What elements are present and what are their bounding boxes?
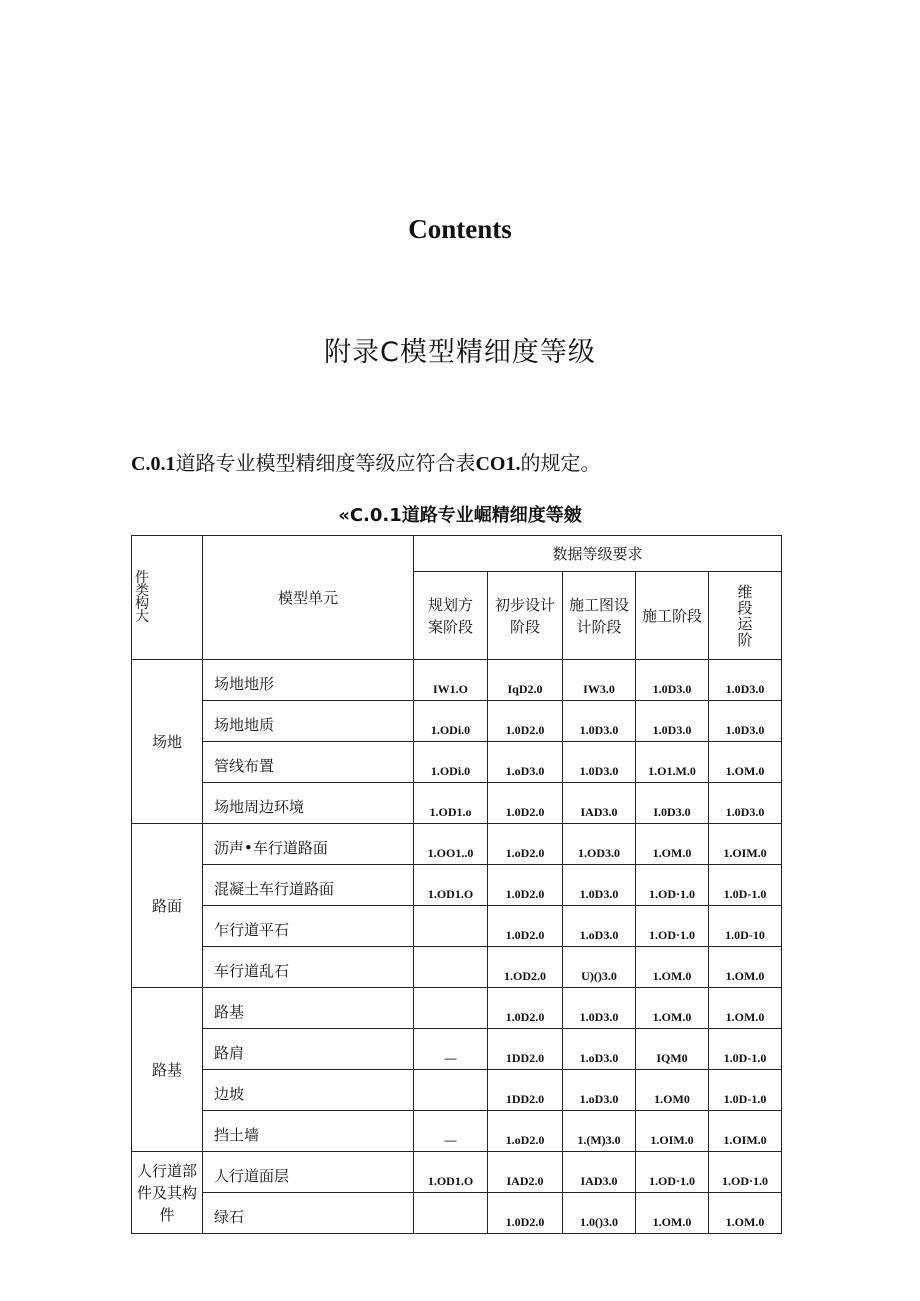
level-value-cell: IW1.O (414, 660, 488, 701)
table-row (132, 1070, 782, 1111)
table-row (132, 660, 782, 701)
level-value-cell: 1.oD2.0 (488, 1111, 563, 1152)
level-value-cell: IqD2.0 (488, 660, 563, 701)
lod-table (131, 535, 782, 1234)
level-value-cell: 1.ODi.0 (414, 742, 488, 783)
level-value-cell: 1.OM0 (636, 1070, 709, 1111)
header-data-level-group: 数据等级要求 (414, 536, 782, 572)
level-value-cell: 1.0D3.0 (709, 701, 782, 742)
level-value-cell: 1.0D3.0 (563, 742, 636, 783)
level-value-cell: 1.0D2.0 (488, 988, 563, 1029)
level-value-cell: 1.OD1.O (414, 1152, 488, 1193)
level-value-cell: — (414, 1029, 488, 1070)
level-value-cell: 1.OD·1.0 (636, 906, 709, 947)
model-unit-cell: 混凝土车行道路面 (203, 865, 414, 906)
level-value-cell: 1.OD·1.0 (636, 1152, 709, 1193)
level-value-cell: 1.oD3.0 (563, 1029, 636, 1070)
level-value-cell: 1.O1.M.0 (636, 742, 709, 783)
clause-text-a: 道路专业模型精细度等级应符合表 (175, 451, 476, 475)
level-value-cell: 1.OO1..0 (414, 824, 488, 865)
model-unit-cell: 场地地形 (203, 660, 414, 701)
level-value-cell: 1.0D3.0 (636, 701, 709, 742)
level-value-cell (414, 1070, 488, 1111)
level-value-cell: 1.oD3.0 (563, 1070, 636, 1111)
header-category: 件类构大 (132, 536, 203, 660)
model-unit-cell: 乍行道平石 (203, 906, 414, 947)
level-value-cell: 1.OM.0 (709, 742, 782, 783)
level-value-cell: 1.0D-10 (709, 906, 782, 947)
level-value-cell: 1.OIM.0 (709, 824, 782, 865)
model-unit-cell: 路肩 (203, 1029, 414, 1070)
header-stage-preliminary: 初步设计阶段 (488, 572, 563, 660)
level-value-cell (414, 988, 488, 1029)
level-value-cell: 1.OM.0 (709, 988, 782, 1029)
model-unit-cell: 沥声•车行道路面 (203, 824, 414, 865)
level-value-cell: 1.OM.0 (636, 988, 709, 1029)
level-value-cell: 1DD2.0 (488, 1070, 563, 1111)
level-value-cell: IAD3.0 (563, 1152, 636, 1193)
model-unit-cell: 人行道面层 (203, 1152, 414, 1193)
level-value-cell (414, 906, 488, 947)
table-row (132, 906, 782, 947)
level-value-cell: 1.0D2.0 (488, 1193, 563, 1234)
table-row (132, 824, 782, 865)
level-value-cell: 1.0D-1.0 (709, 1029, 782, 1070)
level-value-cell: 1.OD·1.0 (636, 865, 709, 906)
level-value-cell: 1.OM.0 (709, 947, 782, 988)
table-row (132, 865, 782, 906)
level-value-cell: 1.0D3.0 (563, 701, 636, 742)
level-value-cell: 1.OD3.0 (563, 824, 636, 865)
level-value-cell: 1.OM.0 (636, 947, 709, 988)
level-value-cell: IW3.0 (563, 660, 636, 701)
table-row (132, 783, 782, 824)
header-stage-construction: 施工阶段 (636, 572, 709, 660)
level-value-cell: IAD2.0 (488, 1152, 563, 1193)
level-value-cell (414, 947, 488, 988)
table-row (132, 701, 782, 742)
header-stage-construction-drawing: 施工图设计阶段 (563, 572, 636, 660)
level-value-cell: 1.OM.0 (636, 1193, 709, 1234)
row-category: 路面 (132, 824, 203, 988)
contents-heading: Contents (408, 214, 512, 244)
table-row (132, 1152, 782, 1193)
level-value-cell: 1.0D2.0 (488, 701, 563, 742)
appendix-title: 附录C模型精细度等级 (324, 337, 596, 368)
level-value-cell: 1DD2.0 (488, 1029, 563, 1070)
table-row (132, 1111, 782, 1152)
row-category: 人行道部件及其构件 (132, 1152, 203, 1234)
table-row (132, 1193, 782, 1234)
level-value-cell: 1.0D3.0 (563, 865, 636, 906)
model-unit-cell: 绿石 (203, 1193, 414, 1234)
level-value-cell: IAD3.0 (563, 783, 636, 824)
level-value-cell: 1.0D2.0 (488, 906, 563, 947)
model-unit-cell: 场地地质 (203, 701, 414, 742)
level-value-cell: 1.oD2.0 (488, 824, 563, 865)
level-value-cell: — (414, 1111, 488, 1152)
level-value-cell: 1.oD3.0 (488, 742, 563, 783)
model-unit-cell: 路基 (203, 988, 414, 1029)
row-category: 场地 (132, 660, 203, 824)
level-value-cell: 1.0D3.0 (563, 988, 636, 1029)
level-value-cell: 1.0D-1.0 (709, 865, 782, 906)
model-unit-cell: 管线布置 (203, 742, 414, 783)
level-value-cell (414, 1193, 488, 1234)
level-value-cell: 1.OM.0 (709, 1193, 782, 1234)
clause-text-b: 的规定。 (520, 451, 601, 475)
level-value-cell: 1.OD·1.0 (709, 1152, 782, 1193)
clause-text (131, 447, 831, 476)
header-stage-operation: 维段运阶 (709, 572, 782, 660)
level-value-cell: 1.0D3.0 (709, 783, 782, 824)
level-value-cell: 1.OM.0 (636, 824, 709, 865)
level-value-cell: IQM0 (636, 1029, 709, 1070)
table-row (132, 947, 782, 988)
level-value-cell: 1.0D-1.0 (709, 1070, 782, 1111)
level-value-cell: 1.ODi.0 (414, 701, 488, 742)
table-row (132, 988, 782, 1029)
header-stage-planning: 规划方案阶段 (414, 572, 488, 660)
level-value-cell: 1.0()3.0 (563, 1193, 636, 1234)
table-caption: «C.0.1道路专业崛精细度等皴 (338, 505, 582, 526)
level-value-cell: 1.OD1.O (414, 865, 488, 906)
level-value-cell: 1.OD2.0 (488, 947, 563, 988)
level-value-cell: 1.0D2.0 (488, 865, 563, 906)
row-category: 路基 (132, 988, 203, 1152)
clause-number: C.0.1 (131, 453, 176, 475)
model-unit-cell: 边坡 (203, 1070, 414, 1111)
level-value-cell: I.0D3.0 (636, 783, 709, 824)
level-value-cell: 1.0D2.0 (488, 783, 563, 824)
level-value-cell: 1.OIM.0 (709, 1111, 782, 1152)
model-unit-cell: 挡土墙 (203, 1111, 414, 1152)
level-value-cell: 1.0D3.0 (636, 660, 709, 701)
level-value-cell: 1.OIM.0 (636, 1111, 709, 1152)
header-model-unit: 模型单元 (203, 536, 414, 660)
table-row (132, 1029, 782, 1070)
model-unit-cell: 场地周边环境 (203, 783, 414, 824)
level-value-cell: 1.0D3.0 (709, 660, 782, 701)
table-row (132, 742, 782, 783)
level-value-cell: 1.(M)3.0 (563, 1111, 636, 1152)
level-value-cell: 1.oD3.0 (563, 906, 636, 947)
level-value-cell: 1.OD1.o (414, 783, 488, 824)
clause-table-ref: CO1. (475, 453, 521, 475)
model-unit-cell: 车行道乱石 (203, 947, 414, 988)
level-value-cell: U)()3.0 (563, 947, 636, 988)
